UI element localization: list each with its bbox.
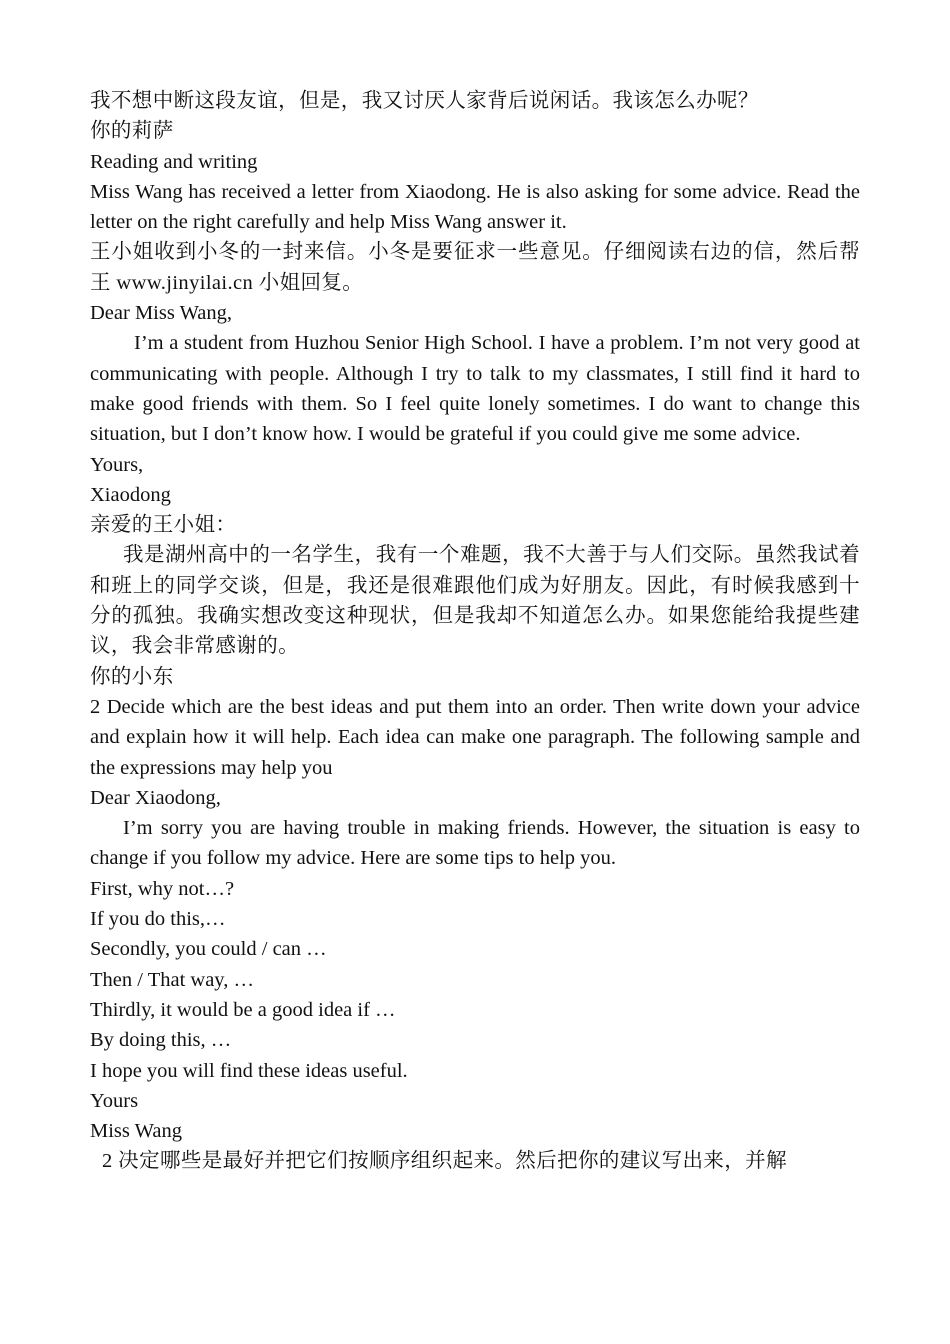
letter-body-chinese: 我是湖州高中的一名学生，我有一个难题，我不大善于与人们交际。虽然我试着和班上的同学交谈，但是，我还是很难跟他们成为好朋友。因此，有时候我感到十分的孤独。我确实想改变这种现状，但是我却不知道怎么办。如果您能给我提些建议，我会非常感谢的。 — [90, 544, 860, 658]
expression-if-you-do-this: If you do this,… — [90, 908, 226, 931]
chinese-signature-lisa: 你的莉萨 — [90, 120, 174, 143]
chinese-letter-closing-line: 我不想中断这段友谊，但是，我又讨厌人家背后说闲话。我该怎么办呢？ — [90, 90, 759, 112]
letter-salutation: Dear Miss Wang, — [90, 302, 233, 325]
reply-salutation: Dear Xiaodong, — [90, 786, 221, 809]
expression-thirdly: Thirdly, it would be a good idea if … — [90, 998, 396, 1021]
expression-by-doing-this: By doing this, … — [90, 1029, 232, 1052]
letter-closing: Yours, — [90, 453, 144, 476]
chinese-letter-salutation: 亲爱的王小姐： — [90, 514, 237, 537]
reply-closing: Yours — [90, 1089, 139, 1112]
exercise-2-instruction-english: 2 Decide which are the best ideas and put them into an order. Then write down your advice and explain how it will help. Each idea can make one paragraph. The following sample and the expressions may help you — [90, 695, 860, 779]
document-page — [90, 86, 860, 1177]
task-instruction-chinese: 王小姐收到小冬的一封来信。小冬是要征求一些意见。仔细阅读右边的信，然后帮王 www.jinyilai.cn 小姐回复。 — [90, 241, 860, 294]
section-heading-reading-writing: Reading and writing — [90, 150, 258, 173]
exercise-2-instruction-chinese: 2 决定哪些是最好并把它们按顺序组织起来。然后把你的建议写出来，并解 — [102, 1150, 787, 1173]
reply-signature: Miss Wang — [90, 1120, 182, 1143]
chinese-letter-signature: 你的小东 — [90, 665, 174, 688]
expression-then: Then / That way, … — [90, 968, 254, 991]
task-instruction-english: Miss Wang has received a letter from Xiaodong. He is also asking for some advice. Read the letter on the right carefully and help Miss Wang answer it. — [90, 180, 860, 234]
expression-first: First, why not…? — [90, 877, 235, 900]
letter-body-english: I’m a student from Huzhou Senior High School. I have a problem. I’m not very good at communicating with people. Although I try to talk to my classmates, I still find it hard to make good friends with them. So I feel quite lonely sometimes. I do want to change this situation, but I don’t know how. I would be grateful if you could give me some advice. — [90, 332, 860, 446]
expression-secondly: Secondly, you could / can … — [90, 938, 327, 961]
letter-signature: Xiaodong — [90, 483, 171, 506]
reply-opening-paragraph: I’m sorry you are having trouble in making friends. However, the situation is easy to change if you follow my advice. Here are some tips to help you. — [90, 817, 860, 870]
reply-closing-sentence: I hope you will find these ideas useful. — [90, 1059, 408, 1082]
